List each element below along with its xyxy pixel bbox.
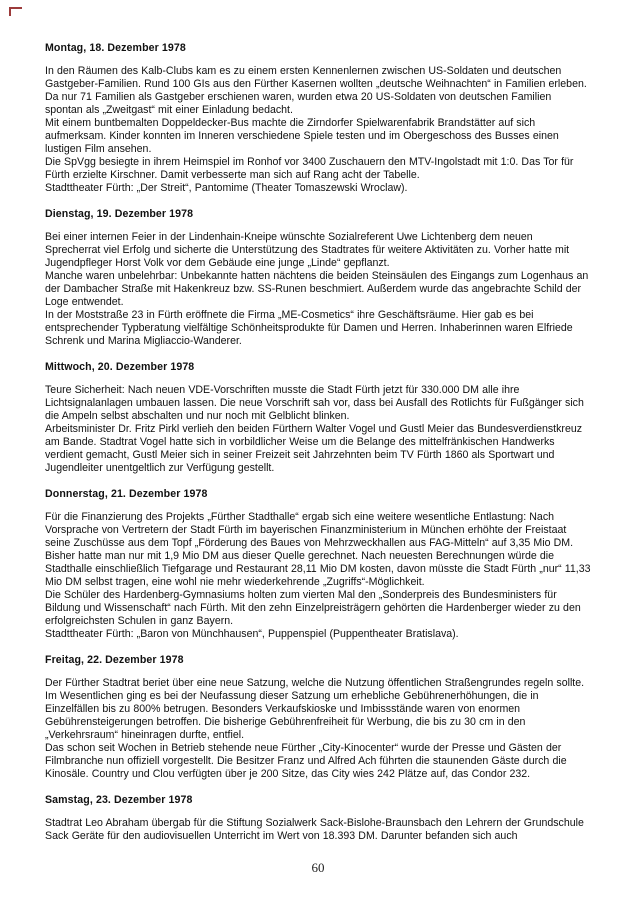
- paragraph: Für die Finanzierung des Projekts „Fürther Stadthalle“ ergab sich eine weitere wesentliche Entlastung: Nach Vorsprache von Vertretern der Stadt Fürth im bayerischen Finanzministerium in München erhöhte der Freistaat seine Zuschüsse aus dem Topf „Förderung des Baues von Mehrzweckhallen aus FAG-Mitteln“ auf 3,35 Mio DM. Bisher hatte man nur mit 1,9 Mio DM aus dieser Quelle gerechnet. Nach neuesten Berechnungen würde die Stadthalle einschließlich Tiefgarage und Restaurant 28,11 Mio DM kosten, davon müsste die Stadt Fürth „nur“ 11,33 Mio DM selbst tragen, eine wohl nie mehr wiederkehrende „Zugriffs“-Möglichkeit.: [45, 511, 591, 588]
- section-heading: Donnerstag, 21. Dezember 1978: [45, 488, 208, 500]
- scan-corner-mark: [9, 7, 22, 16]
- paragraph: Bei einer internen Feier in der Lindenhain-Kneipe wünschte Sozialreferent Uwe Lichtenberg dem neuen Sprecherrat viel Erfolg und sicherte die Unterstützung des Stadtrates für weitere Aktivitäten zu. Vorher hatte mit Jugendpfleger Horst Volk vor dem Gebäude eine junge „Linde“ gepflanzt.: [45, 231, 570, 269]
- date-section: [45, 488, 591, 641]
- date-section: [45, 42, 591, 195]
- paragraph: Die SpVgg besiegte in ihrem Heimspiel im Ronhof vor 3400 Zuschauern den MTV-Ingolstadt mit 1:0. Das Tor für Fürth erzielte Kirschner. Damit verbesserte man sich auf Rang acht der Tabelle.: [45, 156, 574, 181]
- section-heading: Mittwoch, 20. Dezember 1978: [45, 361, 195, 373]
- document-body: [45, 42, 591, 843]
- paragraph: Stadttheater Fürth: „Der Streit“, Pantomime (Theater Tomaszewski Wroclaw).: [45, 182, 408, 194]
- section-heading: Freitag, 22. Dezember 1978: [45, 654, 184, 666]
- paragraph: Arbeitsminister Dr. Fritz Pirkl verlieh den beiden Fürthern Walter Vogel und Gustl Meier das Bundesverdienstkreuz am Bande. Stadtrat Vogel hatte sich in vorbildlicher Weise um die Belange des mittelfränkischen Handwerks verdient gemacht, Gustl Meier sich in seiner Freizeit seit Jahrzehnten beim TV Fürth 1860 als Sportwart und Jugendleiter unentgeltlich zur Verfügung gestellt.: [45, 423, 583, 474]
- section-heading: Montag, 18. Dezember 1978: [45, 42, 186, 54]
- section-heading: Samstag, 23. Dezember 1978: [45, 794, 193, 806]
- date-section: [45, 654, 591, 781]
- paragraph: Stadttheater Fürth: „Baron von Münchhausen“, Puppenspiel (Puppentheater Bratislava).: [45, 628, 459, 640]
- paragraph: In der Moststraße 23 in Fürth eröffnete die Firma „ME-Cosmetics“ ihre Geschäftsräume. Hier gab es bei entsprechender Typberatung vielfältige Schönheitsprodukte für Damen und Herren. Inhaberinnen waren Elfriede Schrenk und Marina Migliaccio-Wanderer.: [45, 309, 573, 347]
- paragraph: Manche waren unbelehrbar: Unbekannte hatten nächtens die beiden Steinsäulen des Eingangs zum Logenhaus an der Dambacher Straße mit Hakenkreuz bzw. SS-Runen beschmiert. Außerdem wurde das angebrachte Schild der Loge entwendet.: [45, 270, 589, 308]
- date-section: [45, 361, 591, 475]
- paragraph: Stadtrat Leo Abraham übergab für die Stiftung Sozialwerk Sack-Bislohe-Braunsbach den Lehrern der Grundschule Sack Geräte für den audiovisuellen Unterricht im Wert von 18.393 DM. Darunter befanden sich auch: [45, 817, 584, 842]
- paragraph: Der Fürther Stadtrat beriet über eine neue Satzung, welche die Nutzung öffentlichen Straßengrundes regeln sollte. Im Wesentlichen ging es bei der Neufassung dieser Satzung um erhebliche Gebührenerhöhungen, die in Einzelfällen bis zu 800% betrugen. Besonders Verkaufskioske und Imbissstände waren von enormen Gebührensteigerungen betroffen. Die bisherige Gebührenfreiheit für Werbung, die bis zu 30 cm in den „Verkehrsraum“ hineinragen durfte, entfiel.: [45, 677, 585, 741]
- paragraph: In den Räumen des Kalb-Clubs kam es zu einem ersten Kennenlernen zwischen US-Soldaten und deutschen Gastgeber-Familien. Rund 100 GIs aus den Fürther Kasernen wollten „deutsche Weihnachten“ in Familien erleben. Da nur 71 Familien als Gastgeber erschienen waren, wurden etwa 20 US-Soldaten von deutschen Familien spontan als „Zweitgast“ mit einer Einladung bedacht.: [45, 65, 587, 116]
- paragraph: Das schon seit Wochen in Betrieb stehende neue Fürther „City-Kinocenter“ wurde der Presse und Gästen der Filmbranche nun offiziell vorgestellt. Die Besitzer Franz und Alfred Ach führten die staunenden Gäste durch die Kinosäle. Country und Clou verfügten über je 200 Sitze, das City wies 242 Plätze auf, das Condor 232.: [45, 742, 567, 780]
- paragraph: Mit einem buntbemalten Doppeldecker-Bus machte die Zirndorfer Spielwarenfabrik Brandstätter auf sich aufmerksam. Kinder konnten im Inneren verschiedene Spiele testen und im Obergeschoss des Busses einen lustigen Film ansehen.: [45, 117, 559, 155]
- page-number: 60: [311, 860, 325, 875]
- paragraph: Teure Sicherheit: Nach neuen VDE-Vorschriften musste die Stadt Fürth jetzt für 330.000 DM alle ihre Lichtsignalanlagen umbauen lassen. Die neue Vorschrift sah vor, dass bei Ausfall des Rotlichts für Fußgänger sich die Ampeln selbst abschalten und nur noch mit Gelblicht blinken.: [45, 384, 584, 422]
- date-section: [45, 208, 591, 348]
- date-section: [45, 794, 591, 843]
- section-heading: Dienstag, 19. Dezember 1978: [45, 208, 194, 220]
- paragraph: Die Schüler des Hardenberg-Gymnasiums holten zum vierten Mal den „Sonderpreis des Bundesministers für Bildung und Wissenschaft“ nach Fürth. Mit den zehn Einzelpreisträgern gehörten die Hardenberger wieder zu den erfolgreichsten Schulen in ganz Bayern.: [45, 589, 581, 627]
